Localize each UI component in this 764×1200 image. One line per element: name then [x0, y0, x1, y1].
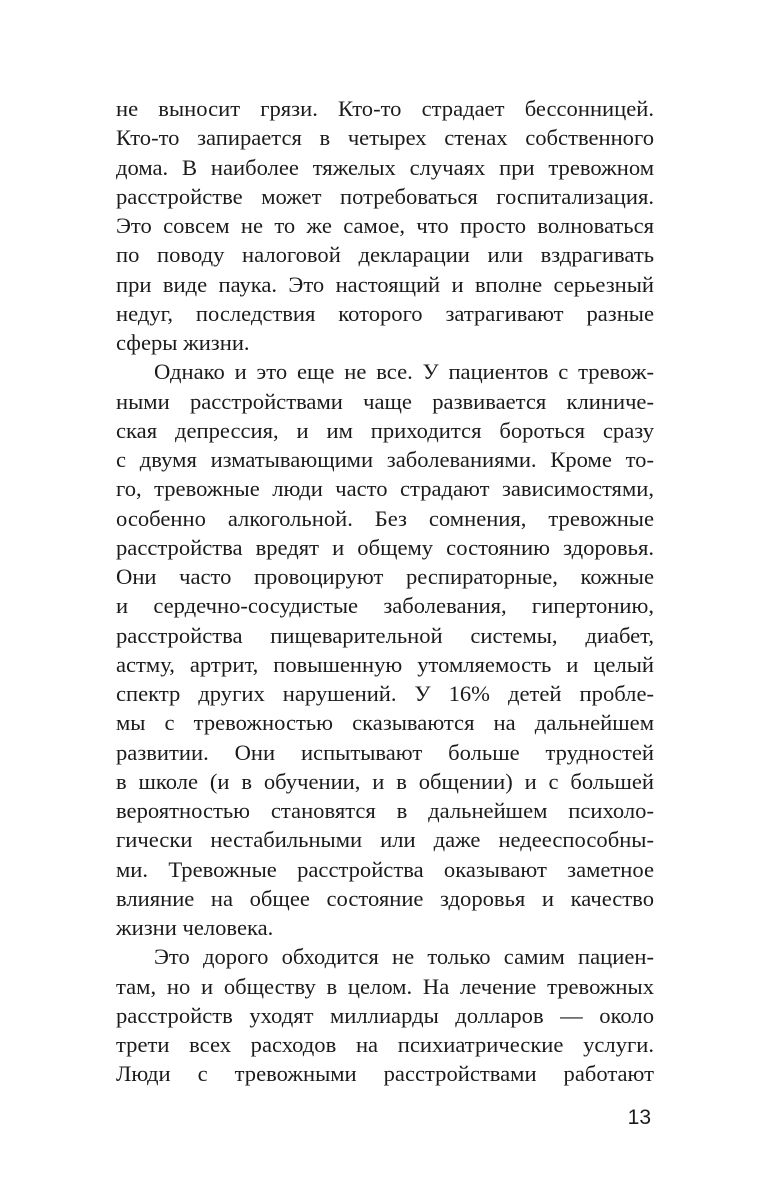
- text-line: там, но и обществу в целом. На лечение тревожных: [116, 973, 654, 999]
- text-line: спектр других нарушений. У 16% детей пробле-: [116, 681, 654, 706]
- text-line: расстройстве может потребоваться госпитализация.: [116, 183, 654, 209]
- text-line: при виде паука. Это настоящий и вполне серьезный: [116, 271, 654, 297]
- text-line: жизни человека.: [116, 915, 274, 940]
- text-line: трети всех расходов на психиатрические услуги.: [116, 1032, 654, 1057]
- text-line: с двумя изматывающими заболеваниями. Кроме то-: [116, 447, 654, 472]
- text-line: расстройств уходят миллиарды долларов — около: [116, 1002, 654, 1028]
- text-line: расстройства вредят и общему состоянию здоровья.: [116, 534, 654, 560]
- text-line: не выносит грязи. Кто-то страдает бессонницей.: [116, 96, 654, 121]
- text-line: особенно алкогольной. Без сомнения, тревожные: [116, 505, 654, 531]
- text-line: дома. В наиболее тяжелых случаях при тревожном: [116, 154, 654, 180]
- body-text: [116, 94, 654, 1089]
- text-line: недуг, последствия которого затрагивают разные: [116, 300, 654, 326]
- text-line: мы с тревожностью сказываются на дальнейшем: [116, 710, 654, 736]
- text-line: развитии. Они испытывают больше трудностей: [116, 739, 654, 765]
- page-number: 13: [627, 1106, 651, 1129]
- text-line: Это дорого обходится не только самим пациен-: [154, 944, 654, 970]
- text-line: расстройства пищеварительной системы, диабет,: [116, 622, 654, 648]
- text-line: астму, артрит, повышенную утомляемость и целый: [116, 651, 654, 677]
- text-line: вероятностью становятся в дальнейшем психоло-: [116, 798, 654, 823]
- text-line: ными расстройствами чаще развивается клиниче-: [116, 388, 654, 414]
- text-line: Это совсем не то же самое, что просто волноваться: [116, 213, 654, 238]
- text-line: гически нестабильными или даже недееспособны-: [116, 827, 654, 853]
- text-line: ская депрессия, и им приходится бороться сразу: [116, 417, 654, 443]
- text-line: Однако и это еще не все. У пациентов с тревож-: [154, 359, 654, 385]
- text-line: ми. Тревожные расстройства оказывают заметное: [116, 856, 654, 882]
- text-line: Они часто провоцируют респираторные, кожные: [116, 564, 654, 589]
- text-line: по поводу налоговой декларации или вздрагивать: [116, 242, 654, 268]
- text-line: влияние на общее состояние здоровья и качество: [116, 885, 654, 911]
- text-line: Люди с тревожными расстройствами работают: [116, 1061, 654, 1087]
- text-line: сферы жизни.: [116, 330, 250, 355]
- text-line: в школе (и в обучении, и в общении) и с большей: [116, 768, 654, 794]
- text-line: и сердечно-сосудистые заболевания, гипертонию,: [116, 593, 654, 619]
- text-line: Кто-то запирается в четырех стенах собственного: [116, 125, 654, 151]
- text-line: го, тревожные люди часто страдают зависимостями,: [116, 476, 654, 502]
